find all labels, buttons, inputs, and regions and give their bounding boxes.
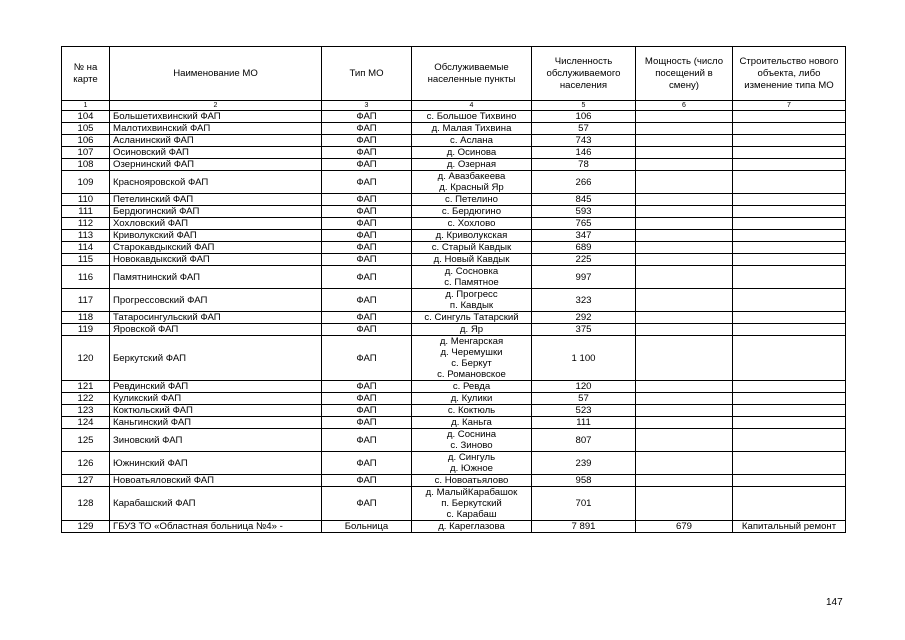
table-row bbox=[62, 159, 846, 171]
row-map-number: 115 bbox=[62, 254, 110, 266]
row-mo-type: ФАП bbox=[322, 381, 412, 393]
settlement-name: д. Сосновка bbox=[444, 266, 499, 277]
row-map-number: 109 bbox=[62, 171, 110, 194]
row-mo-name: Зиновский ФАП bbox=[110, 429, 322, 452]
row-capacity bbox=[636, 230, 733, 242]
row-mo-type: ФАП bbox=[322, 487, 412, 521]
row-map-number: 116 bbox=[62, 266, 110, 289]
table-row bbox=[62, 405, 846, 417]
row-construction bbox=[733, 135, 846, 147]
row-served-settlements bbox=[412, 475, 532, 487]
row-mo-name: Новоатьяловский ФАП bbox=[110, 475, 322, 487]
row-population: 239 bbox=[532, 452, 636, 475]
row-population: 146 bbox=[532, 147, 636, 159]
table-row bbox=[62, 135, 846, 147]
row-served-settlements bbox=[412, 218, 532, 230]
row-population: 765 bbox=[532, 218, 636, 230]
header-construction: Строительство нового объекта, либо изменение типа МО bbox=[733, 47, 846, 101]
row-mo-name: Осиновский ФАП bbox=[110, 147, 322, 159]
row-mo-name: Южнинский ФАП bbox=[110, 452, 322, 475]
row-mo-name: Карабашский ФАП bbox=[110, 487, 322, 521]
row-mo-type: Больница bbox=[322, 521, 412, 533]
row-construction bbox=[733, 487, 846, 521]
table-row bbox=[62, 266, 846, 289]
row-mo-name: Памятнинский ФАП bbox=[110, 266, 322, 289]
row-mo-type: ФАП bbox=[322, 429, 412, 452]
row-capacity bbox=[636, 417, 733, 429]
row-mo-name: Куликский ФАП bbox=[110, 393, 322, 405]
row-capacity bbox=[636, 381, 733, 393]
row-construction bbox=[733, 452, 846, 475]
settlement-name: п. Беркутский bbox=[441, 498, 502, 509]
row-served-settlements bbox=[412, 135, 532, 147]
header-capacity: Мощность (число посещений в смену) bbox=[636, 47, 733, 101]
row-construction: Капитальный ремонт bbox=[733, 521, 846, 533]
row-map-number: 117 bbox=[62, 289, 110, 312]
row-population: 743 bbox=[532, 135, 636, 147]
row-served-settlements bbox=[412, 266, 532, 289]
row-population: 689 bbox=[532, 242, 636, 254]
row-mo-name: Бердюгинский ФАП bbox=[110, 206, 322, 218]
row-capacity bbox=[636, 123, 733, 135]
row-served-settlements bbox=[412, 521, 532, 533]
row-served-settlements bbox=[412, 242, 532, 254]
table-row bbox=[62, 254, 846, 266]
row-capacity bbox=[636, 266, 733, 289]
settlement-name: с. Памятное bbox=[444, 277, 499, 288]
row-capacity bbox=[636, 206, 733, 218]
table-row bbox=[62, 417, 846, 429]
row-population: 57 bbox=[532, 393, 636, 405]
settlement-name: д. Черемушки bbox=[440, 347, 503, 358]
settlement-name: д. Южное bbox=[449, 463, 493, 474]
settlement-name: д. Менгарская bbox=[439, 336, 504, 347]
row-served-settlements bbox=[412, 405, 532, 417]
row-construction bbox=[733, 123, 846, 135]
table-row bbox=[62, 475, 846, 487]
settlement-name: д. Новый Кавдык bbox=[433, 254, 510, 265]
column-number: 5 bbox=[532, 101, 636, 111]
row-map-number: 122 bbox=[62, 393, 110, 405]
row-map-number: 119 bbox=[62, 324, 110, 336]
table-row bbox=[62, 393, 846, 405]
row-population: 958 bbox=[532, 475, 636, 487]
row-population: 701 bbox=[532, 487, 636, 521]
row-population: 7 891 bbox=[532, 521, 636, 533]
row-mo-type: ФАП bbox=[322, 324, 412, 336]
row-mo-type: ФАП bbox=[322, 206, 412, 218]
table-row bbox=[62, 429, 846, 452]
row-population: 347 bbox=[532, 230, 636, 242]
row-capacity bbox=[636, 242, 733, 254]
settlement-name: д. Малая Тихвина bbox=[431, 123, 512, 134]
row-map-number: 125 bbox=[62, 429, 110, 452]
row-capacity bbox=[636, 194, 733, 206]
row-mo-type: ФАП bbox=[322, 266, 412, 289]
row-construction bbox=[733, 206, 846, 218]
row-mo-type: ФАП bbox=[322, 405, 412, 417]
row-served-settlements bbox=[412, 393, 532, 405]
row-mo-type: ФАП bbox=[322, 135, 412, 147]
row-mo-name: Асланинский ФАП bbox=[110, 135, 322, 147]
row-construction bbox=[733, 218, 846, 230]
row-map-number: 114 bbox=[62, 242, 110, 254]
row-capacity bbox=[636, 147, 733, 159]
row-construction bbox=[733, 381, 846, 393]
row-map-number: 104 bbox=[62, 111, 110, 123]
table-row bbox=[62, 111, 846, 123]
settlement-name: д. Сингуль bbox=[447, 452, 496, 463]
table-row bbox=[62, 171, 846, 194]
row-population: 225 bbox=[532, 254, 636, 266]
row-map-number: 129 bbox=[62, 521, 110, 533]
row-mo-type: ФАП bbox=[322, 194, 412, 206]
table-row bbox=[62, 147, 846, 159]
settlement-name: д. Озерная bbox=[446, 159, 497, 170]
row-construction bbox=[733, 429, 846, 452]
row-construction bbox=[733, 324, 846, 336]
table-row bbox=[62, 324, 846, 336]
settlement-name: д. Каньга bbox=[451, 417, 492, 428]
settlement-name: д. Яр bbox=[459, 324, 484, 335]
row-served-settlements bbox=[412, 206, 532, 218]
row-mo-type: ФАП bbox=[322, 312, 412, 324]
row-population: 120 bbox=[532, 381, 636, 393]
row-population: 111 bbox=[532, 417, 636, 429]
row-construction bbox=[733, 475, 846, 487]
settlement-name: д. Кулики bbox=[450, 393, 493, 404]
table-row bbox=[62, 381, 846, 393]
row-population: 57 bbox=[532, 123, 636, 135]
row-capacity bbox=[636, 312, 733, 324]
settlement-name: с. Карабаш bbox=[446, 509, 497, 520]
row-capacity bbox=[636, 336, 733, 381]
settlement-name: с. Петелино bbox=[445, 194, 498, 205]
settlement-name: д. Осинова bbox=[446, 147, 497, 158]
row-construction bbox=[733, 111, 846, 123]
settlement-name: с. Новоатьялово bbox=[434, 475, 509, 486]
row-capacity bbox=[636, 429, 733, 452]
row-mo-type: ФАП bbox=[322, 111, 412, 123]
row-map-number: 121 bbox=[62, 381, 110, 393]
table-row bbox=[62, 487, 846, 521]
row-construction bbox=[733, 147, 846, 159]
table-row bbox=[62, 242, 846, 254]
table-row bbox=[62, 452, 846, 475]
row-map-number: 127 bbox=[62, 475, 110, 487]
row-served-settlements bbox=[412, 312, 532, 324]
row-map-number: 113 bbox=[62, 230, 110, 242]
settlement-name: д. Соснина bbox=[446, 429, 497, 440]
row-map-number: 128 bbox=[62, 487, 110, 521]
settlement-name: д. МалыйКарабашок bbox=[425, 487, 518, 498]
table-row bbox=[62, 123, 846, 135]
row-map-number: 107 bbox=[62, 147, 110, 159]
row-served-settlements bbox=[412, 487, 532, 521]
row-served-settlements bbox=[412, 230, 532, 242]
header-population: Численность обслуживаемого населения bbox=[532, 47, 636, 101]
row-mo-name: Петелинский ФАП bbox=[110, 194, 322, 206]
column-number: 6 bbox=[636, 101, 733, 111]
row-capacity bbox=[636, 475, 733, 487]
row-mo-name: Большетихвинский ФАП bbox=[110, 111, 322, 123]
row-map-number: 126 bbox=[62, 452, 110, 475]
row-construction bbox=[733, 159, 846, 171]
row-capacity bbox=[636, 254, 733, 266]
settlement-name: с. Романовское bbox=[437, 369, 506, 380]
row-capacity bbox=[636, 111, 733, 123]
row-population: 1 100 bbox=[532, 336, 636, 381]
row-map-number: 108 bbox=[62, 159, 110, 171]
settlement-name: д. Кареглазова bbox=[438, 521, 505, 532]
row-mo-type: ФАП bbox=[322, 147, 412, 159]
row-mo-type: ФАП bbox=[322, 289, 412, 312]
row-mo-name: ГБУЗ ТО «Областная больница №4» - bbox=[110, 521, 322, 533]
settlement-name: д. Прогресс bbox=[445, 289, 498, 300]
row-map-number: 112 bbox=[62, 218, 110, 230]
row-population: 78 bbox=[532, 159, 636, 171]
settlement-name: с. Сингуль Татарский bbox=[424, 312, 519, 323]
header-mo-name: Наименование МО bbox=[110, 47, 322, 101]
row-served-settlements bbox=[412, 289, 532, 312]
column-number-row bbox=[62, 101, 846, 111]
column-number: 1 bbox=[62, 101, 110, 111]
row-served-settlements bbox=[412, 171, 532, 194]
row-mo-type: ФАП bbox=[322, 242, 412, 254]
row-mo-name: Малотихвинский ФАП bbox=[110, 123, 322, 135]
row-construction bbox=[733, 242, 846, 254]
row-mo-type: ФАП bbox=[322, 254, 412, 266]
row-map-number: 105 bbox=[62, 123, 110, 135]
row-population: 106 bbox=[532, 111, 636, 123]
settlement-name: с. Ревда bbox=[452, 381, 491, 392]
row-mo-name: Ревдинский ФАП bbox=[110, 381, 322, 393]
row-construction bbox=[733, 393, 846, 405]
settlement-name: с. Бердюгино bbox=[441, 206, 502, 217]
header-served-settlements: Обслуживаемые населенные пункты bbox=[412, 47, 532, 101]
row-construction bbox=[733, 417, 846, 429]
row-map-number: 118 bbox=[62, 312, 110, 324]
row-mo-name: Прогрессовский ФАП bbox=[110, 289, 322, 312]
row-capacity bbox=[636, 289, 733, 312]
row-served-settlements bbox=[412, 429, 532, 452]
row-capacity: 679 bbox=[636, 521, 733, 533]
settlement-name: с. Аслана bbox=[450, 135, 493, 146]
row-capacity bbox=[636, 324, 733, 336]
column-number: 2 bbox=[110, 101, 322, 111]
table-row bbox=[62, 289, 846, 312]
settlement-name: с. Коктюль bbox=[447, 405, 496, 416]
row-served-settlements bbox=[412, 147, 532, 159]
row-mo-name: Краснояровской ФАП bbox=[110, 171, 322, 194]
row-served-settlements bbox=[412, 194, 532, 206]
row-mo-type: ФАП bbox=[322, 123, 412, 135]
row-served-settlements bbox=[412, 111, 532, 123]
row-capacity bbox=[636, 135, 733, 147]
row-served-settlements bbox=[412, 417, 532, 429]
settlement-name: с. Зиново bbox=[450, 440, 493, 451]
row-map-number: 120 bbox=[62, 336, 110, 381]
row-mo-name: Новокавдыкский ФАП bbox=[110, 254, 322, 266]
row-population: 292 bbox=[532, 312, 636, 324]
row-capacity bbox=[636, 405, 733, 417]
row-population: 997 bbox=[532, 266, 636, 289]
facilities-table bbox=[61, 46, 846, 533]
row-capacity bbox=[636, 393, 733, 405]
table-row bbox=[62, 312, 846, 324]
row-mo-type: ФАП bbox=[322, 336, 412, 381]
row-mo-name: Криволукский ФАП bbox=[110, 230, 322, 242]
row-construction bbox=[733, 336, 846, 381]
row-mo-type: ФАП bbox=[322, 159, 412, 171]
row-served-settlements bbox=[412, 336, 532, 381]
row-population: 807 bbox=[532, 429, 636, 452]
row-construction bbox=[733, 266, 846, 289]
table-row bbox=[62, 218, 846, 230]
row-population: 593 bbox=[532, 206, 636, 218]
column-number: 7 bbox=[733, 101, 846, 111]
settlement-name: д. Авазбакеева bbox=[437, 171, 506, 182]
row-construction bbox=[733, 194, 846, 206]
header-map-number: № на карте bbox=[62, 47, 110, 101]
row-construction bbox=[733, 289, 846, 312]
row-mo-name: Озернинский ФАП bbox=[110, 159, 322, 171]
row-construction bbox=[733, 254, 846, 266]
settlement-name: с. Старый Кавдык bbox=[431, 242, 512, 253]
row-map-number: 124 bbox=[62, 417, 110, 429]
row-population: 323 bbox=[532, 289, 636, 312]
column-number: 4 bbox=[412, 101, 532, 111]
row-construction bbox=[733, 171, 846, 194]
row-mo-name: Коктюльский ФАП bbox=[110, 405, 322, 417]
row-population: 266 bbox=[532, 171, 636, 194]
row-map-number: 111 bbox=[62, 206, 110, 218]
table-row bbox=[62, 336, 846, 381]
row-map-number: 123 bbox=[62, 405, 110, 417]
row-mo-type: ФАП bbox=[322, 218, 412, 230]
row-mo-name: Татаросингульский ФАП bbox=[110, 312, 322, 324]
row-construction bbox=[733, 312, 846, 324]
table-row bbox=[62, 521, 846, 533]
header-mo-type: Тип МО bbox=[322, 47, 412, 101]
row-mo-name: Яровской ФАП bbox=[110, 324, 322, 336]
page-number: 147 bbox=[826, 597, 843, 608]
row-served-settlements bbox=[412, 123, 532, 135]
row-mo-name: Хохловский ФАП bbox=[110, 218, 322, 230]
settlement-name: с. Беркут bbox=[451, 358, 492, 369]
table-row bbox=[62, 230, 846, 242]
row-served-settlements bbox=[412, 159, 532, 171]
row-mo-type: ФАП bbox=[322, 230, 412, 242]
row-mo-type: ФАП bbox=[322, 393, 412, 405]
row-mo-type: ФАП bbox=[322, 452, 412, 475]
table-body bbox=[62, 111, 846, 533]
row-capacity bbox=[636, 218, 733, 230]
row-map-number: 106 bbox=[62, 135, 110, 147]
row-construction bbox=[733, 230, 846, 242]
row-mo-type: ФАП bbox=[322, 171, 412, 194]
column-number: 3 bbox=[322, 101, 412, 111]
row-mo-type: ФАП bbox=[322, 417, 412, 429]
settlement-name: п. Кавдык bbox=[449, 300, 494, 311]
settlement-name: с. Большое Тихвино bbox=[426, 111, 517, 122]
row-construction bbox=[733, 405, 846, 417]
row-mo-name: Каньгинский ФАП bbox=[110, 417, 322, 429]
settlement-name: д. Красный Яр bbox=[439, 182, 504, 193]
settlement-name: д. Криволукская bbox=[435, 230, 508, 241]
row-served-settlements bbox=[412, 324, 532, 336]
row-capacity bbox=[636, 452, 733, 475]
row-served-settlements bbox=[412, 254, 532, 266]
row-population: 375 bbox=[532, 324, 636, 336]
row-mo-name: Старокавдыкский ФАП bbox=[110, 242, 322, 254]
row-population: 845 bbox=[532, 194, 636, 206]
table-row bbox=[62, 206, 846, 218]
table-header-row bbox=[62, 47, 846, 101]
row-served-settlements bbox=[412, 452, 532, 475]
row-mo-name: Беркутский ФАП bbox=[110, 336, 322, 381]
row-map-number: 110 bbox=[62, 194, 110, 206]
row-capacity bbox=[636, 487, 733, 521]
table-row bbox=[62, 194, 846, 206]
settlement-name: с. Хохлово bbox=[447, 218, 496, 229]
row-population: 523 bbox=[532, 405, 636, 417]
row-capacity bbox=[636, 159, 733, 171]
row-served-settlements bbox=[412, 381, 532, 393]
row-capacity bbox=[636, 171, 733, 194]
row-mo-type: ФАП bbox=[322, 475, 412, 487]
